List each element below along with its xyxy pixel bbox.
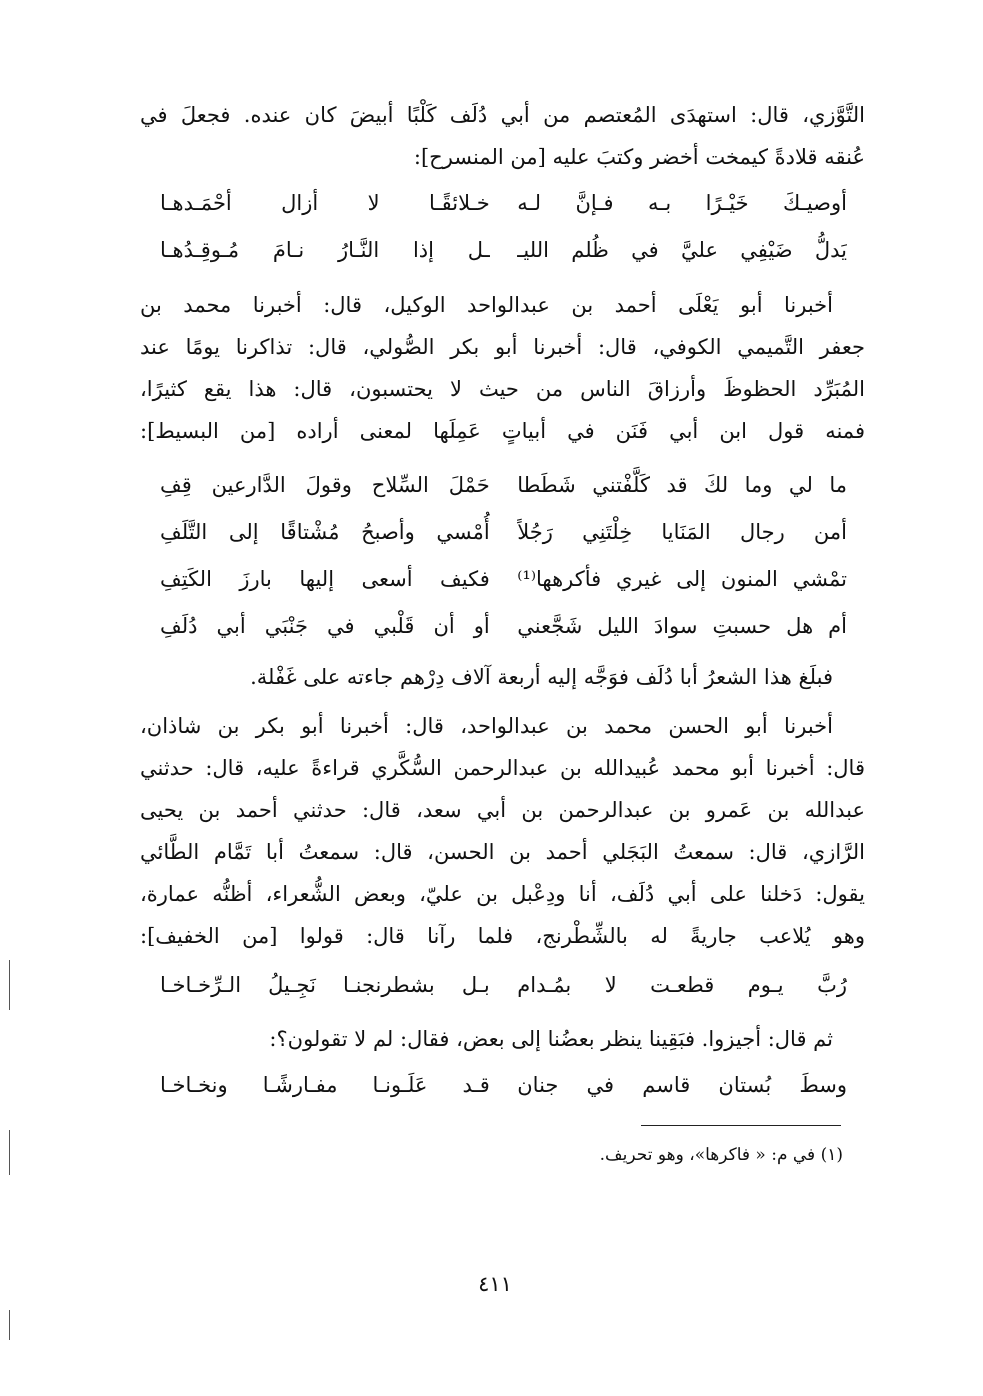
prose-line: يقول: دَخلنا على أبي دُلَف، أنا ودِعْبل بن عليّ، وبعض الشُّعراء، أظنُّه عمارة، [140, 882, 865, 906]
verse-group-2 [140, 462, 865, 650]
verse-second-hemistich: حَمْلَ السِّلاح وقولَ الدَّارعين قِفِ [160, 473, 490, 497]
verse-second-hemistich: خـلائقًـا لا أزال أحْمَـدهـا [160, 191, 490, 215]
prose-line: أخبرنا أبو يَعْلَى أحمد بن عبدالواحد الوكيل، قال: أخبرنا محمد بن [140, 293, 833, 317]
verse-line [140, 603, 865, 650]
verse-second-hemistich: فكيف أسعى إليها بارزَ الكَتِفِ [160, 567, 490, 591]
page-number: ٤١١ [478, 1272, 512, 1296]
scan-margin-mark [9, 1310, 10, 1340]
verse-line [140, 962, 865, 1009]
verse-second-hemistich: بـل بشطرنجنـا نَجِـيلُ الـرِّخـاخـا [160, 973, 490, 997]
prose-line: عُنقه قلادةً كيمخت أخضر وكتبَ عليه [من المنسرح]: [413, 145, 865, 169]
verse-second-hemistich: أو أن قَلْبي في جَنْبَي أبي دُلَفِ [160, 614, 490, 638]
scan-margin-mark [9, 1130, 10, 1175]
verse-group-3 [140, 962, 865, 1009]
footnote-separator [641, 1125, 841, 1126]
verse-first-hemistich: وسطَ بُستان قاسم في جنان [517, 1073, 847, 1097]
verse-first-hemistich: أم هل حسبتِ سوادَ الليل شَجَّعني [517, 614, 847, 638]
verse-first-hemistich: ما لي وما لكَ قد كَلَّفْتني شَطَطا [517, 473, 847, 497]
prose-line: أخبرنا أبو الحسن محمد بن عبدالواحد، قال: أخبرنا أبو بكر بن شاذان، [140, 714, 833, 738]
verse-second-hemistich: قـد عَلَـونـا مفـارشًـا ونخـاخـا [160, 1073, 490, 1097]
prose-line: المُبَرِّد الحظوظَ وأرزاقَ الناس من حيث لا يحتسبون، قال: هذا يقع كثيرًا، [140, 377, 865, 401]
verse-second-hemistich: ـل إذا النَّـارُ نـامَ مُـوقِـدُهـا [160, 238, 490, 262]
prose-line: فبلَغ هذا الشعرُ أبا دُلَف فوَجَّه إليه أربعة آلاف دِرْهم جاءته على غَفْلة. [250, 665, 833, 689]
verse-group-1 [140, 180, 865, 274]
prose-line: التَّوَّزي، قال: استهدَى المُعتصم من أبي دُلَف كَلْبًا أبيضَ كان عنده. فجعلَ في [140, 103, 865, 127]
scan-margin-mark [9, 960, 10, 1010]
verse-line [140, 180, 865, 227]
verse-first-hemistich: أمن رجال المَنَايا خِلْتَنِي رَجُلاً [517, 520, 847, 544]
prose-line: فمنه قول ابن أبي فَنَن في أبياتٍ عَمِلَها لمعنى أراده [من البسيط]: [140, 419, 865, 443]
verse-line [140, 509, 865, 556]
verse-group-4 [140, 1062, 865, 1109]
paragraph-block-3 [140, 705, 865, 957]
prose-line: ثم قال: أجيزوا. فبَقِينا ينظر بعضُنا إلى بعض، فقال: لم لا تقولون؟: [269, 1027, 833, 1051]
verse-line [140, 556, 865, 603]
paragraph-block-1 [140, 94, 865, 178]
verse-line [140, 462, 865, 509]
verse-first-hemistich: تمْشي المنون إلى غيري فأكرهها⁽¹⁾ [517, 567, 847, 591]
verse-line [140, 227, 865, 274]
verse-first-hemistich: يَدلُّ ضَيْفِي عليَّ في ظُلم الليـ [517, 238, 847, 262]
verse-aftermath [140, 656, 865, 698]
prose-line: الرَّازي، قال: سمعتُ البَجَلي أحمد بن الحسن، قال: سمعتُ أبا تَمَّام الطَّائي [140, 840, 865, 864]
prose-middle [140, 1018, 865, 1060]
verse-first-hemistich: أوصيـكَ خَيْـرًا بـه فـإنَّ لـه [517, 191, 847, 215]
paragraph-block-2 [140, 284, 865, 452]
footnote: (١) في م: « فاكرها»، وهو تحريف. [599, 1145, 843, 1165]
prose-line: عبدالله بن عَمرو بن عبدالرحمن بن أبي سعد، قال: حدثني أحمد بن يحيى [140, 798, 865, 822]
verse-second-hemistich: أُمْسي وأصبحُ مُشْتاقًا إلى التَّلَفِ [160, 520, 490, 544]
prose-line: قال: أخبرنا أبو محمد عُبيدالله بن عبدالرحمن السُّكَّري قراءةً عليه، قال: حدثني [140, 756, 865, 780]
prose-line: وهو يُلاعب جاريةً له بالشِّطْرنج، فلما رآنا قال: قولوا [من الخفيف]: [140, 924, 865, 948]
verse-line [140, 1062, 865, 1109]
verse-first-hemistich: رُبَّ يـوم قطعـت لا بمُـدام [517, 973, 847, 997]
prose-line: جعفر التَّميمي الكوفي، قال: أخبرنا أبو بكر الصُّولي، قال: تذاكرنا يومًا عند [140, 335, 865, 359]
